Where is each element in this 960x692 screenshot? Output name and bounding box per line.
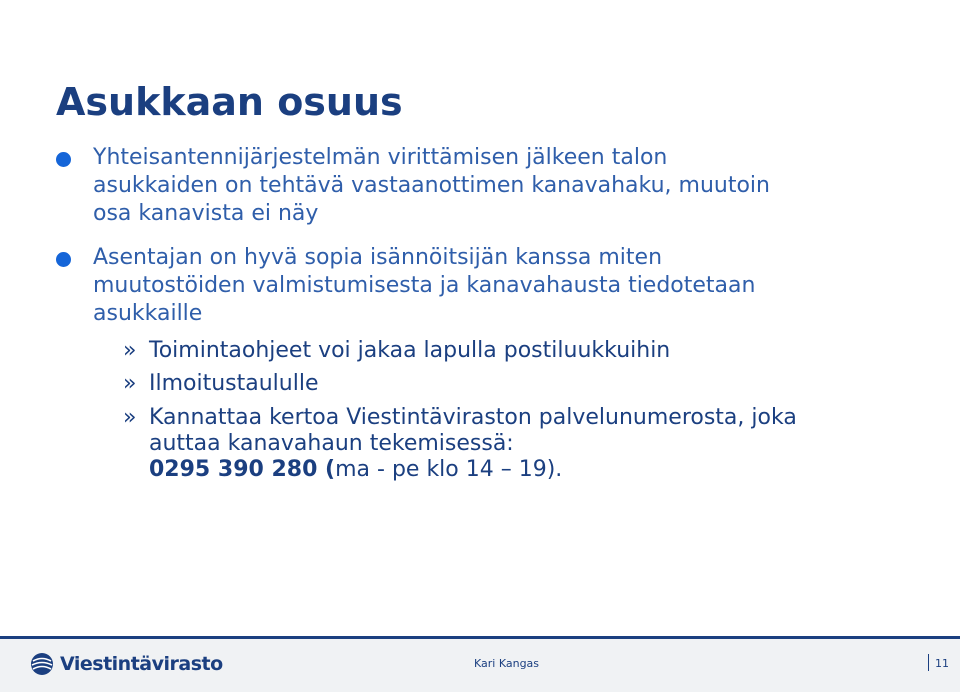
sub-item-3 <box>125 405 925 483</box>
phone-number: 0295 390 280 ( <box>149 457 336 482</box>
phone-line <box>149 457 925 483</box>
bullet-1-text <box>93 144 926 228</box>
sub-item-line: auttaa kanavahaun tekemisessä: <box>149 431 514 456</box>
bullet-2-line: asukkaille <box>93 301 203 326</box>
bullet-1 <box>56 144 926 228</box>
chevron-right-icon: » <box>123 371 137 396</box>
sub-item-text: Toimintaohjeet voi jakaa lapulla postiluukkuihin <box>149 338 671 363</box>
sub-item-line: Kannattaa kertoa Viestintäviraston palvelunumerosta, joka <box>149 405 797 430</box>
sub-item-text <box>149 405 925 483</box>
sub-item-text: Ilmoitustaululle <box>149 371 319 396</box>
opening-hours: ma - pe klo 14 – 19). <box>335 457 563 482</box>
bullet-dot-icon <box>56 152 71 167</box>
footer-separator <box>928 654 929 671</box>
bullet-2 <box>56 244 926 328</box>
bullet-1-line: Yhteisantennijärjestelmän virittämisen jälkeen talon <box>93 145 668 170</box>
page-number: 11 <box>935 657 949 670</box>
chevron-right-icon: » <box>123 338 137 363</box>
logo-text: Viestintävirasto <box>60 653 223 675</box>
bullet-1-line: asukkaiden on tehtävä vastaanottimen kanavahaku, muutoin <box>93 173 770 198</box>
bullet-2-line: muutostöiden valmistumisesta ja kanavahausta tiedotetaan <box>93 273 756 298</box>
sub-item-2 <box>125 371 925 397</box>
chevron-right-icon: » <box>123 405 137 430</box>
sub-item-1 <box>125 338 925 364</box>
viestintavirasto-logo <box>30 649 223 679</box>
globe-icon <box>30 652 54 676</box>
bullet-2-line: Asentajan on hyvä sopia isännöitsijän kanssa miten <box>93 245 663 270</box>
bullet-2-text <box>93 244 926 328</box>
bullet-dot-icon <box>56 252 71 267</box>
footer-author: Kari Kangas <box>474 657 540 670</box>
slide-title: Asukkaan osuus <box>56 80 403 124</box>
bullet-1-line: osa kanavista ei näy <box>93 201 319 226</box>
